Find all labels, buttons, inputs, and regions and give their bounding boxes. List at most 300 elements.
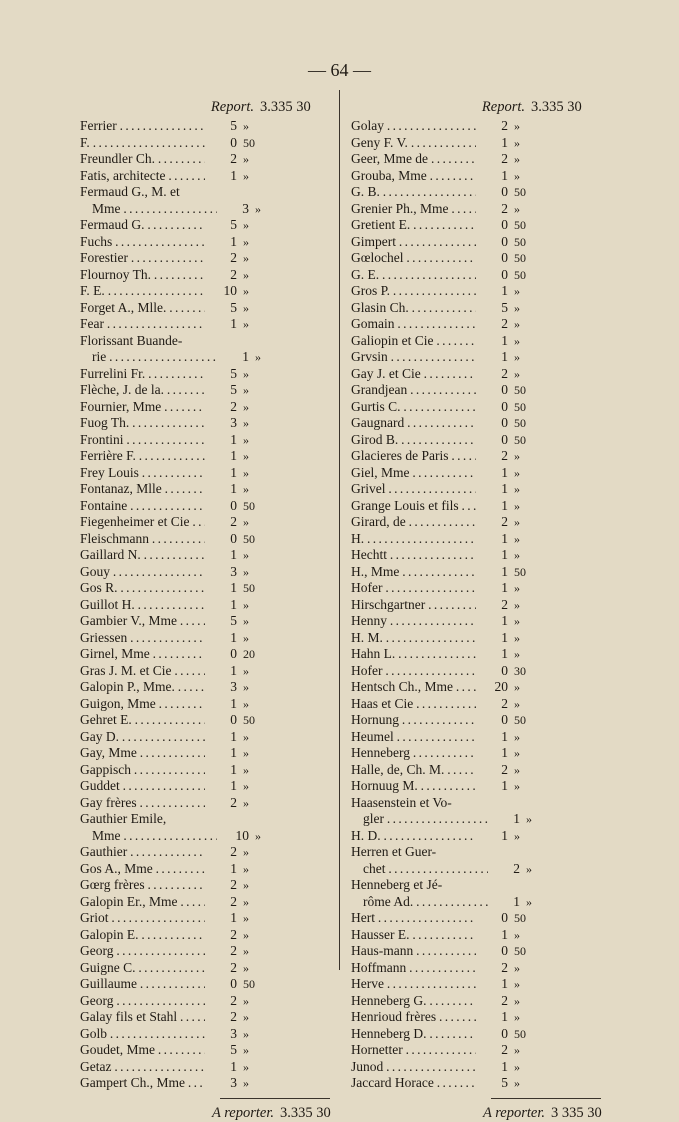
donor-name: Fontaine . . . bbox=[80, 498, 205, 515]
donor-name: Girod B. . . . bbox=[351, 432, 476, 449]
ledger-row bbox=[351, 316, 613, 333]
donor-name: Henny . . . bbox=[351, 613, 476, 630]
donor-name: Florissant Buande- bbox=[80, 332, 183, 348]
ledger-row bbox=[351, 564, 613, 581]
ledger-row bbox=[351, 118, 613, 135]
donor-name: rôme Ad. . . . bbox=[351, 894, 488, 911]
amount-centimes: » bbox=[514, 614, 520, 628]
donor-name: Galiopin et Cie . . . bbox=[351, 333, 476, 350]
amount-centimes: 50 bbox=[514, 218, 526, 232]
amount-centimes: 50 bbox=[243, 498, 255, 513]
amount-centimes: » bbox=[514, 960, 520, 975]
ledger-row bbox=[80, 679, 342, 696]
ledger-row bbox=[80, 514, 342, 531]
ledger-row bbox=[80, 564, 342, 581]
amount-centimes: 30 bbox=[514, 663, 526, 678]
donor-name: H. M. . . . bbox=[351, 630, 476, 647]
donor-name: Galopin E. . . . bbox=[80, 927, 205, 944]
amount-francs bbox=[205, 333, 237, 350]
amount-centimes: » bbox=[243, 564, 249, 579]
amount-centimes: » bbox=[526, 812, 532, 826]
report-label: Report. bbox=[481, 99, 525, 115]
amount-centimes: » bbox=[243, 630, 249, 645]
total-rule bbox=[220, 1098, 330, 1099]
amount-centimes: » bbox=[514, 317, 520, 331]
amount-centimes: » bbox=[243, 762, 249, 777]
ledger-row bbox=[80, 795, 342, 812]
donor-name: Gampert Ch., Mme . . . bbox=[80, 1075, 205, 1092]
donor-name: Gouy . . . bbox=[80, 564, 205, 581]
amount-centimes: » bbox=[243, 152, 249, 166]
amount-francs: 0 bbox=[501, 1025, 508, 1041]
donor-name: Gimpert . . . bbox=[351, 234, 476, 251]
ledger-row bbox=[80, 1075, 342, 1092]
amount-centimes: » bbox=[243, 267, 249, 282]
amount-centimes: 50 bbox=[514, 944, 526, 958]
donor-name: Guigon, Mme . . . bbox=[80, 696, 205, 713]
donor-name: Gaugnard . . . bbox=[351, 415, 476, 432]
ledger-row bbox=[351, 399, 613, 416]
ledger-row bbox=[80, 316, 342, 333]
donor-name: Fear . . . bbox=[80, 316, 205, 333]
amount-francs: 3 bbox=[230, 1025, 237, 1041]
amount-francs: 1 bbox=[501, 580, 508, 595]
donor-name: Grandjean . . . bbox=[351, 382, 476, 399]
amount-francs: 0 bbox=[230, 712, 237, 727]
amount-centimes: » bbox=[243, 416, 249, 430]
ledger-row bbox=[80, 910, 342, 927]
donor-name: Gœlochel . . . bbox=[351, 250, 476, 267]
amount-centimes: » bbox=[243, 1010, 249, 1024]
amount-centimes: 50 bbox=[243, 581, 255, 595]
amount-francs: 1 bbox=[230, 745, 237, 760]
amount-centimes: » bbox=[243, 729, 249, 744]
donor-name: Guillot H. . . . bbox=[80, 597, 205, 614]
ledger-row bbox=[351, 861, 613, 878]
amount-francs: 2 bbox=[230, 794, 237, 810]
ledger-row bbox=[80, 415, 342, 432]
entry-list bbox=[351, 118, 613, 1092]
ledger-row bbox=[80, 1059, 342, 1076]
ledger-row bbox=[351, 498, 613, 515]
ledger-row bbox=[80, 976, 342, 993]
amount-francs: 2 bbox=[501, 118, 508, 133]
left-column bbox=[80, 96, 342, 1122]
amount-centimes: » bbox=[514, 300, 520, 315]
ledger-row bbox=[80, 135, 342, 152]
amount-francs: 0 bbox=[230, 646, 237, 661]
amount-centimes: » bbox=[514, 168, 520, 183]
ledger-row bbox=[80, 696, 342, 713]
ledger-row bbox=[80, 894, 342, 911]
donor-name: Furrelini Fr. . . . bbox=[80, 366, 205, 383]
donor-name: Grvsin . . . bbox=[351, 349, 476, 366]
amount-centimes: 50 bbox=[514, 234, 526, 249]
ledger-row bbox=[351, 151, 613, 168]
donor-name: Griot . . . bbox=[80, 910, 205, 927]
amount-francs: 1 bbox=[501, 613, 508, 628]
ledger-row bbox=[351, 943, 613, 960]
donor-name: Grenier Ph., Mme . . . bbox=[351, 201, 476, 218]
amount-centimes: » bbox=[514, 350, 520, 364]
donor-name: Galopin Er., Mme . . . bbox=[80, 894, 205, 911]
total-rule bbox=[491, 1098, 601, 1099]
donor-name: Hechtt . . . bbox=[351, 547, 476, 564]
donor-name: Hoffmann . . . bbox=[351, 960, 476, 977]
ledger-row bbox=[80, 712, 342, 729]
donor-name: Flournoy Th. . . . bbox=[80, 267, 205, 284]
amount-centimes: 50 bbox=[243, 713, 255, 727]
ledger-row bbox=[351, 811, 613, 828]
ledger-row bbox=[351, 135, 613, 152]
ledger-row bbox=[351, 250, 613, 267]
ledger-row bbox=[351, 514, 613, 531]
donor-name: Gros P. . . . bbox=[351, 283, 476, 300]
amount-francs: 2 bbox=[230, 959, 237, 975]
amount-francs: 3 bbox=[230, 1075, 237, 1090]
amount-centimes: 50 bbox=[514, 564, 526, 579]
donor-name: Henneberg G. . . . bbox=[351, 993, 476, 1010]
donor-name: Hentsch Ch., Mme . . . bbox=[351, 679, 476, 696]
donor-name: Hirschgartner . . . bbox=[351, 597, 476, 614]
donor-name: Frey Louis . . . bbox=[80, 465, 205, 482]
amount-centimes: 50 bbox=[514, 267, 526, 282]
amount-centimes: 50 bbox=[243, 531, 255, 546]
amount-francs: 5 bbox=[230, 118, 237, 133]
ledger-row bbox=[80, 465, 342, 482]
donor-name: Henneberg . . . bbox=[351, 745, 476, 762]
amount-francs: 1 bbox=[501, 497, 508, 513]
donor-name: Galay fils et Stahl . . . bbox=[80, 1009, 205, 1026]
ledger-row bbox=[80, 580, 342, 597]
amount-centimes: » bbox=[514, 647, 520, 661]
donor-name: Geer, Mme de . . . bbox=[351, 151, 476, 168]
ledger-row bbox=[80, 399, 342, 416]
amount-francs: 3 bbox=[230, 415, 237, 430]
amount-centimes: 50 bbox=[514, 432, 526, 447]
amount-centimes: » bbox=[514, 1076, 520, 1090]
donor-name: Grouba, Mme . . . bbox=[351, 168, 476, 185]
ledger-row bbox=[80, 333, 342, 350]
donor-name: Gappisch . . . bbox=[80, 762, 205, 779]
donor-name: Glacieres de Paris . . . bbox=[351, 448, 476, 465]
ledger-row bbox=[80, 1009, 342, 1026]
ledger-row bbox=[80, 960, 342, 977]
amount-centimes: 20 bbox=[243, 647, 255, 661]
carry-forward-line bbox=[80, 1105, 342, 1122]
amount-centimes: » bbox=[514, 581, 520, 595]
ledger-row bbox=[351, 465, 613, 482]
ledger-row bbox=[80, 597, 342, 614]
amount-francs: 1 bbox=[501, 349, 508, 364]
amount-francs: 3 bbox=[230, 679, 237, 694]
amount-francs bbox=[476, 844, 508, 861]
donor-name: Fournier, Mme . . . bbox=[80, 399, 205, 416]
ledger-row bbox=[80, 283, 342, 300]
donor-name: Henrioud frères . . . bbox=[351, 1009, 476, 1026]
amount-francs bbox=[476, 877, 508, 894]
amount-francs: 2 bbox=[501, 316, 508, 331]
ledger-row bbox=[80, 1042, 342, 1059]
amount-centimes: » bbox=[514, 119, 520, 133]
amount-centimes: 50 bbox=[514, 383, 526, 397]
donor-name: Hofer . . . bbox=[351, 663, 476, 680]
amount-francs: 1 bbox=[501, 283, 508, 298]
amount-centimes: 50 bbox=[514, 399, 526, 414]
amount-francs: 1 bbox=[230, 860, 237, 876]
ledger-row bbox=[351, 1059, 613, 1076]
amount-centimes: » bbox=[243, 795, 249, 810]
amount-centimes: » bbox=[243, 861, 249, 876]
donor-name: Herve . . . bbox=[351, 976, 476, 993]
amount-francs: 1 bbox=[230, 580, 237, 595]
ledger-row bbox=[351, 481, 613, 498]
donor-name: Georg . . . bbox=[80, 943, 205, 960]
amount-francs: 5 bbox=[230, 1042, 237, 1057]
ledger-row bbox=[80, 531, 342, 548]
donor-name: Fontanaz, Mlle . . . bbox=[80, 481, 205, 498]
donor-name: Hahn L. . . . bbox=[351, 646, 476, 663]
amount-francs: 2 bbox=[230, 1009, 237, 1024]
amount-francs: 1 bbox=[230, 728, 237, 744]
ledger-row bbox=[80, 844, 342, 861]
donor-name: Hausser E. . . . bbox=[351, 927, 476, 944]
donor-name: Hornung . . . bbox=[351, 712, 476, 729]
ledger-row bbox=[351, 382, 613, 399]
amount-francs: 0 bbox=[501, 712, 508, 727]
amount-francs: 5 bbox=[230, 299, 237, 315]
amount-centimes bbox=[237, 184, 273, 201]
ledger-row bbox=[351, 696, 613, 713]
donor-name: Grivel . . . bbox=[351, 481, 476, 498]
ledger-row bbox=[351, 894, 613, 911]
amount-francs: 1 bbox=[230, 448, 237, 463]
donor-name: H. D. . . . bbox=[351, 828, 476, 845]
amount-francs: 1 bbox=[501, 530, 508, 546]
donor-name: Hornuug M. . . . bbox=[351, 778, 476, 795]
donor-name: Guddet . . . bbox=[80, 778, 205, 795]
donor-name: Golay . . . bbox=[351, 118, 476, 135]
ledger-row bbox=[80, 828, 342, 845]
ledger-row bbox=[351, 877, 613, 894]
donor-name: Girnel, Mme . . . bbox=[80, 646, 205, 663]
donor-name: Herren et Guer- bbox=[351, 844, 437, 859]
donor-name: Grange Louis et fils . . . bbox=[351, 498, 476, 515]
amount-francs: 1 bbox=[230, 233, 237, 249]
ledger-row bbox=[80, 201, 342, 218]
ledger-row bbox=[351, 844, 613, 861]
amount-centimes: » bbox=[514, 597, 520, 612]
donor-name: Hornetter . . . bbox=[351, 1042, 476, 1059]
amount-centimes: » bbox=[514, 680, 520, 694]
amount-centimes: » bbox=[243, 515, 249, 529]
amount-francs: 1 bbox=[242, 349, 249, 364]
amount-francs: 1 bbox=[230, 629, 237, 645]
amount-centimes: » bbox=[514, 449, 520, 463]
ledger-row bbox=[351, 168, 613, 185]
amount-centimes: » bbox=[243, 779, 249, 793]
ledger-row bbox=[351, 597, 613, 614]
amount-francs: 2 bbox=[501, 200, 508, 216]
amount-francs: 0 bbox=[230, 530, 237, 546]
amount-centimes: » bbox=[243, 251, 249, 265]
donor-name: H. . . . bbox=[351, 531, 476, 548]
donor-name: Griessen . . . bbox=[80, 630, 205, 647]
donor-name: Gay D. . . . bbox=[80, 729, 205, 746]
amount-centimes: » bbox=[243, 432, 249, 447]
amount-francs: 1 bbox=[513, 811, 520, 826]
donor-name: Mme . . . bbox=[80, 201, 217, 218]
amount-francs bbox=[205, 811, 237, 828]
donor-name: Girard, de . . . bbox=[351, 514, 476, 531]
amount-francs: 2 bbox=[230, 151, 237, 166]
amount-centimes: » bbox=[514, 779, 520, 793]
ledger-row bbox=[80, 498, 342, 515]
amount-centimes: » bbox=[514, 729, 520, 744]
amount-francs: 0 bbox=[501, 217, 508, 232]
donor-name: Haas et Cie . . . bbox=[351, 696, 476, 713]
donor-name: Fuog Th. . . . bbox=[80, 415, 205, 432]
amount-francs: 10 bbox=[223, 283, 237, 298]
donor-name: Forget A., Mlle. . . . bbox=[80, 300, 205, 317]
ledger-row bbox=[351, 646, 613, 663]
report-amount: 3.335 30 bbox=[260, 99, 311, 115]
amount-centimes: » bbox=[514, 1059, 520, 1074]
donor-name: Haasenstein et Vo- bbox=[351, 794, 452, 810]
amount-centimes bbox=[508, 844, 544, 861]
ledger-row bbox=[80, 877, 342, 894]
amount-centimes: » bbox=[514, 828, 520, 843]
amount-francs: 1 bbox=[230, 167, 237, 183]
amount-francs: 0 bbox=[501, 431, 508, 447]
ledger-row bbox=[80, 1026, 342, 1043]
amount-centimes: » bbox=[255, 828, 261, 843]
amount-centimes: » bbox=[243, 878, 249, 892]
donor-name: Gos R. . . . bbox=[80, 580, 205, 597]
donor-name: Galopin P., Mme. . . . bbox=[80, 679, 205, 696]
donor-name: Heumel . . . bbox=[351, 729, 476, 746]
amount-centimes: » bbox=[514, 548, 520, 562]
ledger-row bbox=[80, 267, 342, 284]
ledger-row bbox=[351, 679, 613, 696]
amount-francs: 1 bbox=[501, 134, 508, 150]
ledger-row bbox=[351, 366, 613, 383]
amount-centimes: » bbox=[243, 449, 249, 463]
donor-name: Goudet, Mme . . . bbox=[80, 1042, 205, 1059]
ledger-row bbox=[351, 910, 613, 927]
amount-francs: 1 bbox=[230, 761, 237, 777]
amount-centimes: 50 bbox=[514, 713, 526, 727]
amount-francs: 2 bbox=[230, 943, 237, 958]
amount-francs: 0 bbox=[230, 976, 237, 991]
ledger-row bbox=[80, 927, 342, 944]
carry-forward-amount: 3 335 30 bbox=[551, 1104, 602, 1121]
donor-name: Guigne C. . . . bbox=[80, 960, 205, 977]
ledger-row bbox=[80, 762, 342, 779]
amount-francs: 2 bbox=[501, 596, 508, 612]
donor-name: F. . . . bbox=[80, 135, 205, 152]
donor-name: rie . . . bbox=[80, 349, 217, 366]
amount-francs: 2 bbox=[230, 844, 237, 859]
amount-francs: 3 bbox=[230, 563, 237, 579]
ledger-row bbox=[80, 547, 342, 564]
amount-centimes: » bbox=[526, 894, 532, 909]
donor-name: F. E. . . . bbox=[80, 283, 205, 300]
donor-name: Gras J. M. et Cie . . . bbox=[80, 663, 205, 680]
amount-francs: 0 bbox=[501, 415, 508, 430]
amount-francs: 1 bbox=[513, 893, 520, 909]
amount-centimes: » bbox=[243, 300, 249, 315]
donor-name: Forestier . . . bbox=[80, 250, 205, 267]
amount-centimes: » bbox=[243, 894, 249, 909]
amount-francs: 2 bbox=[230, 514, 237, 529]
donor-name: Getaz . . . bbox=[80, 1059, 205, 1076]
amount-centimes: » bbox=[514, 465, 520, 480]
amount-centimes: » bbox=[243, 119, 249, 133]
amount-francs bbox=[476, 795, 508, 812]
amount-centimes: » bbox=[243, 548, 249, 562]
amount-francs: 1 bbox=[501, 1009, 508, 1024]
amount-centimes: » bbox=[514, 333, 520, 348]
amount-centimes: » bbox=[243, 218, 249, 232]
donor-name: Gay J. et Cie . . . bbox=[351, 366, 476, 383]
donor-name: Haus-mann . . . bbox=[351, 943, 476, 960]
amount-francs: 0 bbox=[501, 910, 508, 925]
amount-francs: 0 bbox=[501, 233, 508, 249]
amount-centimes: 50 bbox=[514, 251, 526, 265]
amount-centimes: » bbox=[243, 399, 249, 414]
amount-francs: 5 bbox=[501, 299, 508, 315]
amount-centimes: » bbox=[514, 696, 520, 711]
amount-centimes: » bbox=[243, 168, 249, 183]
amount-centimes: » bbox=[243, 317, 249, 331]
donor-name: Gaillard N. . . . bbox=[80, 547, 205, 564]
ledger-row bbox=[351, 1042, 613, 1059]
donor-name: H., Mme . . . bbox=[351, 564, 476, 581]
amount-centimes bbox=[508, 795, 544, 812]
amount-centimes: » bbox=[243, 1043, 249, 1057]
donor-name: Hofer . . . bbox=[351, 580, 476, 597]
ledger-row bbox=[351, 976, 613, 993]
amount-centimes: 50 bbox=[243, 977, 255, 991]
amount-francs: 1 bbox=[230, 1058, 237, 1074]
ledger-row bbox=[80, 151, 342, 168]
amount-francs: 1 bbox=[501, 464, 508, 480]
ledger-row bbox=[351, 778, 613, 795]
amount-centimes: » bbox=[255, 350, 261, 364]
amount-centimes bbox=[237, 333, 273, 350]
donor-name: Gay frères . . . bbox=[80, 795, 205, 812]
ledger-row bbox=[351, 531, 613, 548]
amount-francs: 1 bbox=[501, 728, 508, 744]
ledger-row bbox=[351, 613, 613, 630]
ledger-row bbox=[80, 118, 342, 135]
amount-centimes: » bbox=[243, 383, 249, 397]
amount-francs: 1 bbox=[230, 662, 237, 678]
page-number: — 64 — bbox=[308, 60, 371, 80]
amount-centimes: » bbox=[243, 696, 249, 711]
amount-francs: 2 bbox=[230, 992, 237, 1008]
amount-centimes: » bbox=[243, 465, 249, 480]
ledger-row bbox=[80, 861, 342, 878]
amount-francs: 2 bbox=[501, 514, 508, 529]
ledger-row bbox=[351, 300, 613, 317]
ledger-row bbox=[351, 448, 613, 465]
donor-name: Ferrier . . . bbox=[80, 118, 205, 135]
amount-centimes: » bbox=[243, 927, 249, 942]
amount-francs: 1 bbox=[230, 481, 237, 496]
donor-name: gler . . . bbox=[351, 811, 488, 828]
